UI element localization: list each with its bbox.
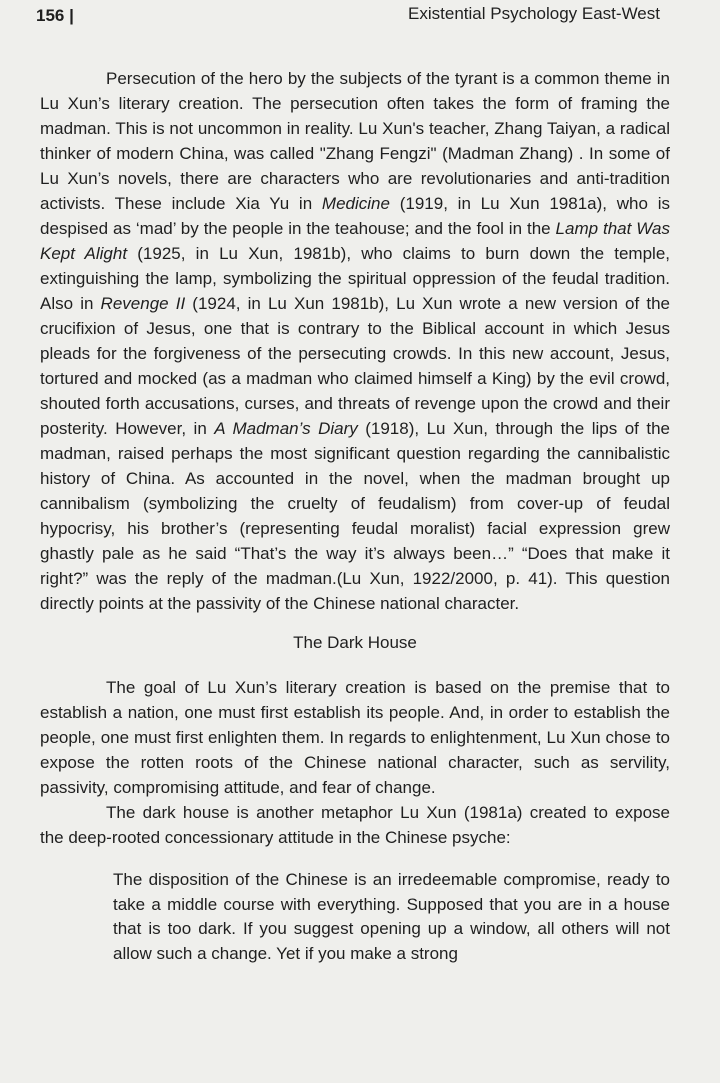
paragraph-goal: The goal of Lu Xun’s literary creation is based on the premise that to establish a nation, one must first establish its people. And, in order to establish the people, one must first enlighten them. In regards to enlightenment, Lu Xun chose to expose the rotten roots of the Chinese national character, such as servility, passivity, compromising attitude, and fear of change. <box>40 678 670 797</box>
running-title: Existential Psychology East-West <box>408 4 660 23</box>
paragraph-dark-house: The dark house is another metaphor Lu Xun (1981a) created to expose the deep-rooted concessionary attitude in the Chinese psyche: <box>40 803 670 847</box>
paragraph-persecution <box>40 66 670 616</box>
text-run: (1925, in Lu Xun, 1981b), who claims to burn down the temple, extinguishing the lamp, symbolizing the spiritual oppression of the feudal tradition. Also in <box>40 244 671 313</box>
body-text <box>40 66 670 966</box>
page-header <box>36 4 660 30</box>
block-quote: The disposition of the Chinese is an irredeemable compromise, ready to take a middle course with everything. Supposed that you are in a house that is too dark. If you suggest opening up a window, all others will not allow such a change. Yet if you make a strong <box>113 870 670 963</box>
page-number: 156 | <box>36 6 74 25</box>
text-run: Persecution of the hero by the subjects of the tyrant is a common theme in Lu Xun’s literary creation. The persecution often takes the form of framing the madman. This is not uncommon in reality. Lu Xun's teacher, Zhang Taiyan, a radical thinker of modern China, was called "Zhang Fengzi" (Madman Zhang) . In some of Lu Xun’s novels, there are characters who are revolutionaries and anti-tradition activists. These include Xia Yu in <box>40 69 670 213</box>
italic-title-madmans-diary: A Madman’s Diary <box>214 419 358 438</box>
italic-title-medicine: Medicine <box>321 194 390 213</box>
italic-title-revenge: Revenge II <box>100 294 186 313</box>
section-heading: The Dark House <box>293 633 417 652</box>
text-run: (1919, in Lu Xun 1981a), who is despised as ‘mad’ by the people in the teahouse; and the fool in the <box>40 194 670 238</box>
text-run: (1918), Lu Xun, through the lips of the madman, raised perhaps the most significant question regarding the cannibalistic history of China. As accounted in the novel, when the madman brought up cannibalism (symbolizing the cruelty of feudalism) from cover-up of feudal hypocrisy, his brother’s (representing feudal moralist) facial expression grew ghastly pale as he said “That’s the way it’s always been…” “Does that make it right?” was the reply of the madman.(Lu Xun, 1922/2000, p. 41). This question directly points at the passivity of the Chinese national character. <box>40 419 671 613</box>
italic-title-lamp: Lamp that Was Kept Alight <box>40 219 670 263</box>
text-run: (1924, in Lu Xun 1981b), Lu Xun wrote a new version of the crucifixion of Jesus, one that is contrary to the Biblical account in which Jesus pleads for the forgiveness of the persecuting crowds. In this new account, Jesus, tortured and mocked (as a madman who claimed himself a King) by the evil crowd, shouted forth accusations, curses, and threats of revenge upon the crowd and their posterity. However, in <box>40 294 670 438</box>
